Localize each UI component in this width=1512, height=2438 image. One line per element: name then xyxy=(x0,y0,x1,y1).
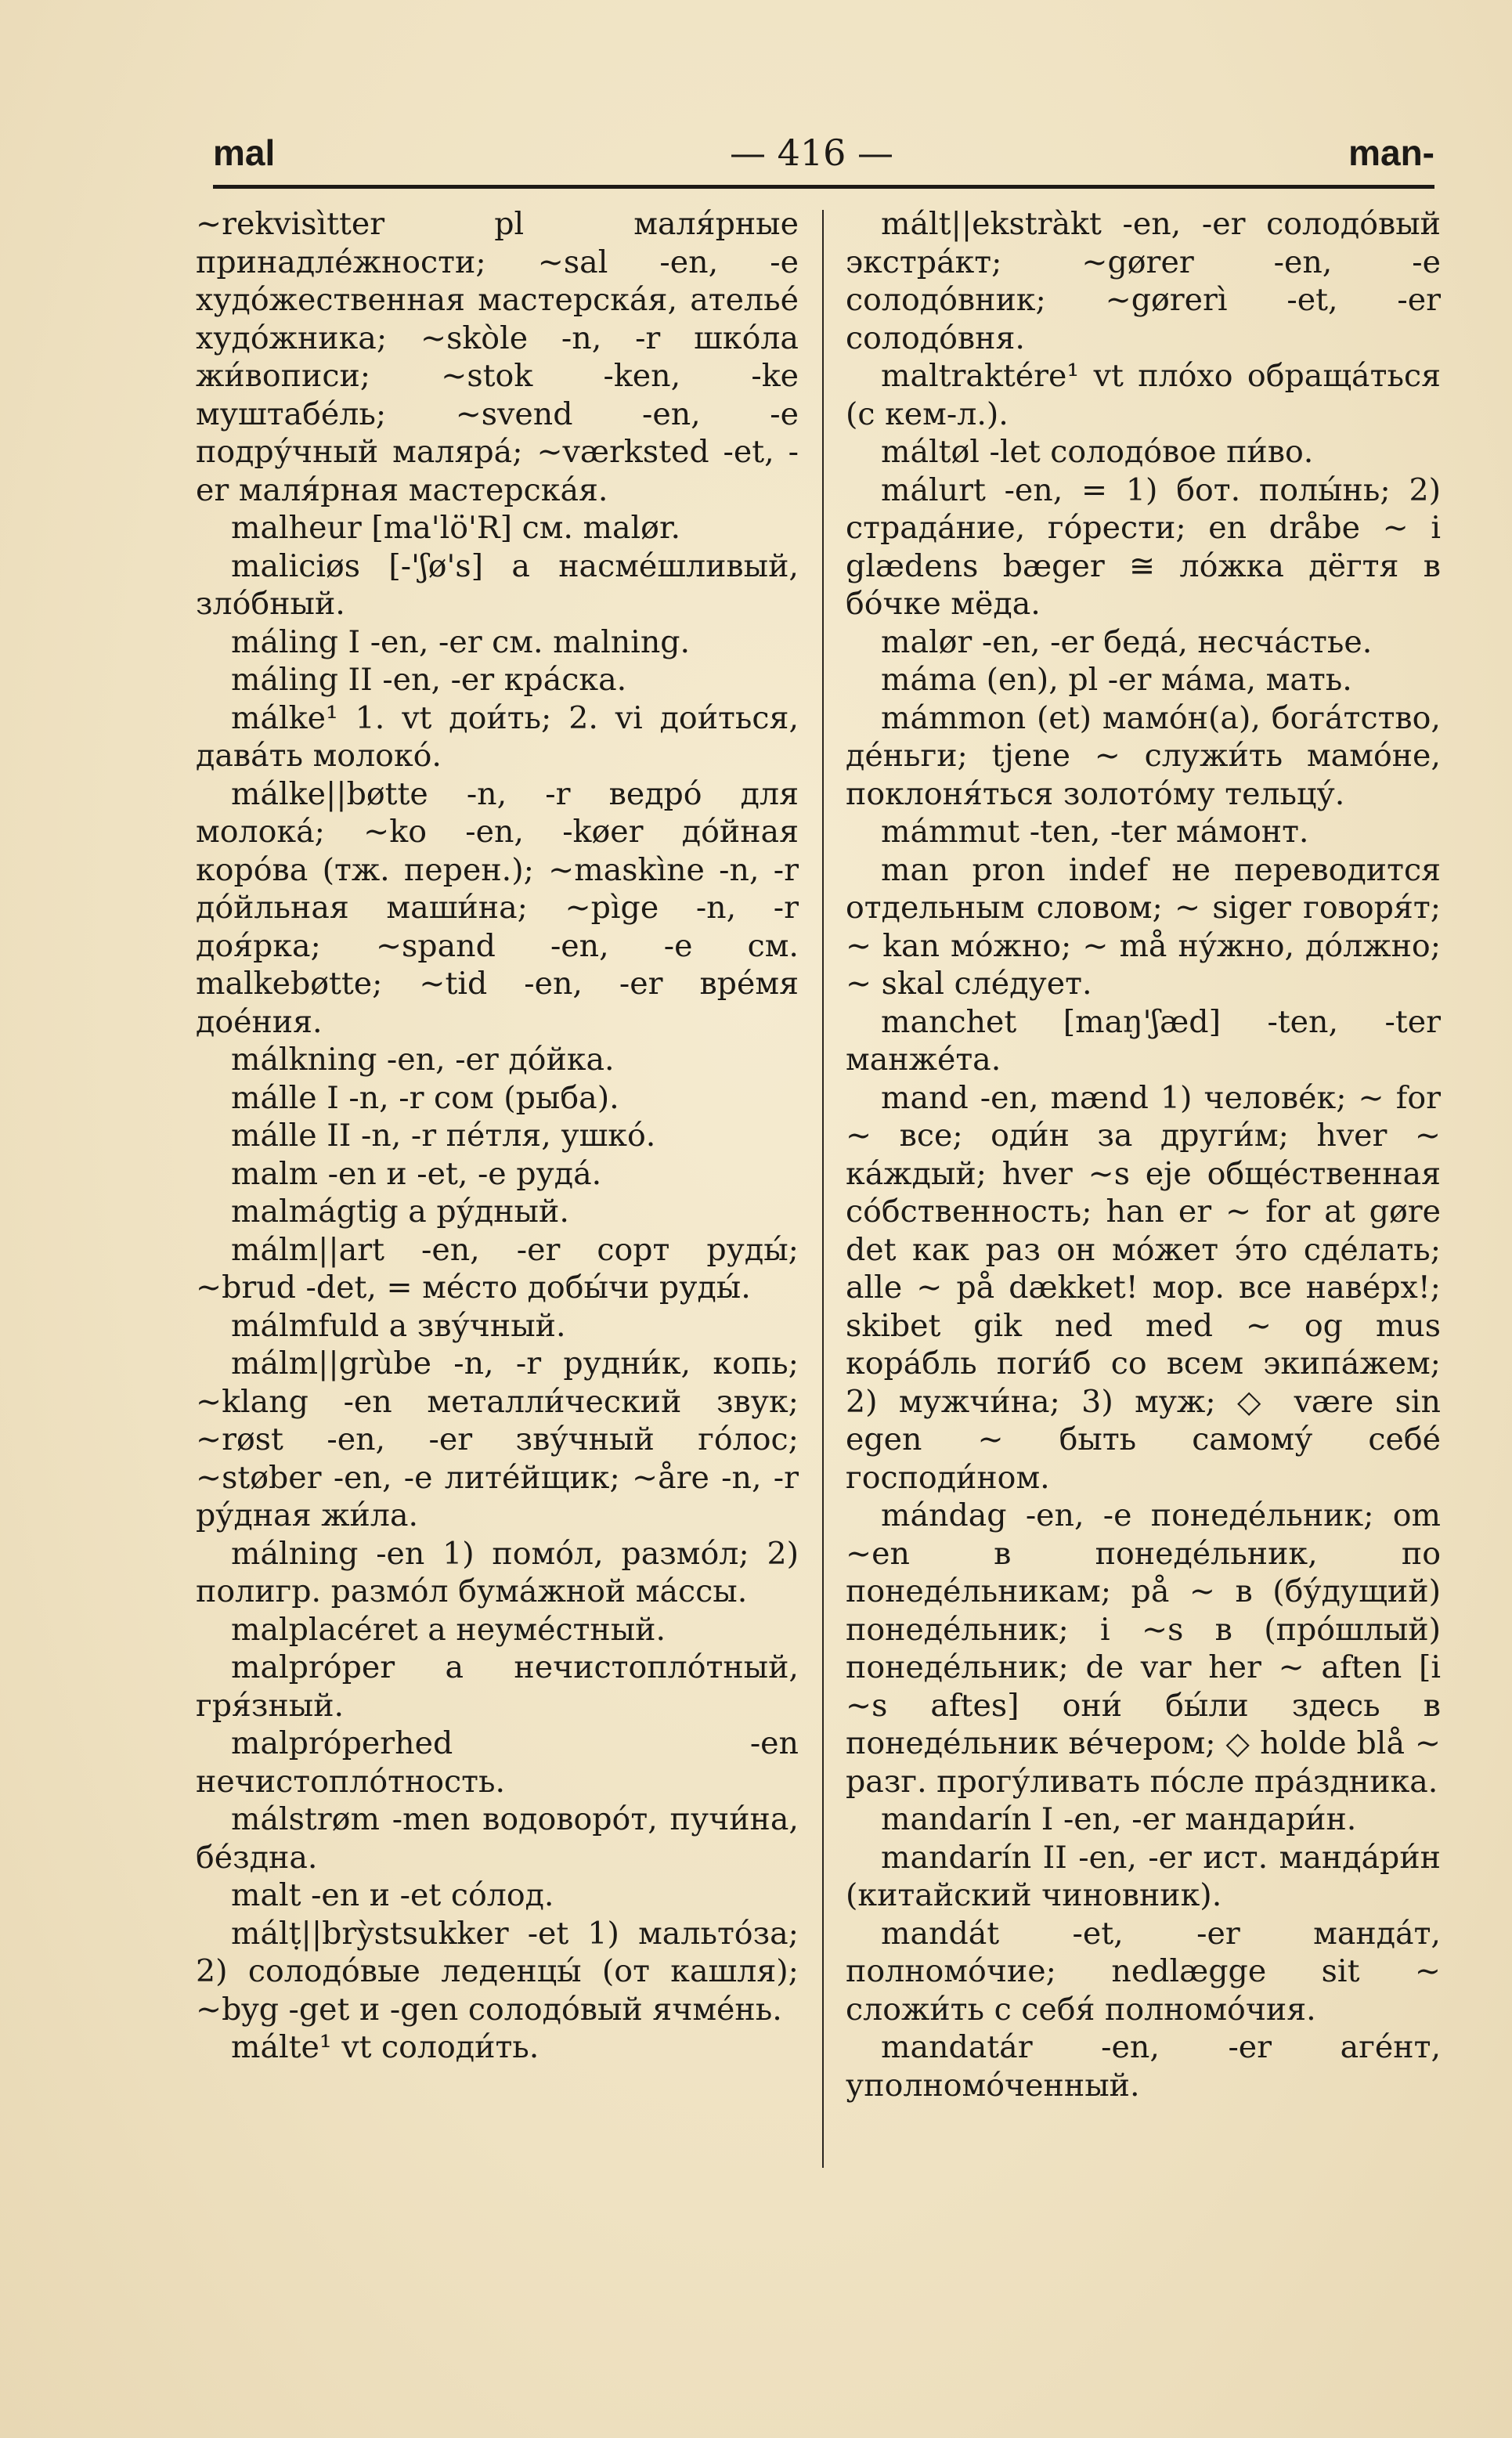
dictionary-entry: mandarín I -en, -er мандари́н. xyxy=(881,1801,1357,1837)
dictionary-entry: man pron indef не переводится отдельным словом; ~ siger говоря́т; ~ kan мо́жно; ~ må ну́жно, до́лжно; ~ skal сле́дует. xyxy=(846,851,1441,1002)
page-header xyxy=(213,132,1434,186)
dictionary-entry: málning -en 1) помо́л, размо́л; 2) полигр. размо́л бума́жной ма́ссы. xyxy=(196,1535,799,1609)
column-divider xyxy=(822,210,824,2168)
dictionary-entry: mándag -en, -e понеде́льник; om ~en в понеде́льник, по понеде́льникам; på ~ в (бу́дущий) понеде́льник; i ~s в (про́шлый) понеде́льник; de var her ~ aften [i ~s aftes] они́ бы́ли здесь в понеде́льник ве́чером; ◇ holde blå ~ разг. прогу́ливать по́сле пра́здника. xyxy=(846,1497,1441,1800)
dictionary-entry: manchet [maŋ'ʃæd] -ten, -ter манже́та. xyxy=(846,1003,1441,1078)
dictionary-entry: malpróperhed -en нечистопло́тность. xyxy=(196,1725,799,1800)
left-column xyxy=(196,205,799,2067)
dictionary-entry: málle II -n, -r пе́тля, ушко́. xyxy=(231,1118,656,1154)
dictionary-entry: mámmut -ten, -ter ма́монт. xyxy=(881,814,1309,850)
header-rule xyxy=(213,185,1434,189)
dictionary-entry: malmágtig a ру́дный. xyxy=(231,1194,569,1230)
dictionary-entry: mandatár -en, -er аге́нт, уполномо́ченный. xyxy=(846,2029,1441,2104)
dictionary-entry: maliciøs [-'ʃø's] a насме́шливый, зло́бный. xyxy=(196,547,799,622)
dictionary-entry: máling I -en, -er см. malning. xyxy=(231,623,691,660)
dictionary-entry: málṭ||brỳstsukker -et 1) мальто́за; 2) солодо́вые леденцы́ (от кашля); ~byg -get и -gen солодо́вый ячме́нь. xyxy=(196,1915,799,2028)
dictionary-entry: mand -en, mænd 1) челове́к; ~ for ~ все; оди́н за други́м; hver ~ ка́ждый; hver ~s eje обще́ственная со́бственность; han er ~ for at gøre det как раз он мо́жет э́то сде́лать; alle ~ på dækket! мор. все наве́рх!; skibet gik ned med ~ og mus кора́бль поги́б со всем экипа́жем; 2) мужчи́на; 3) муж; ◇ være sin egen ~ быть самому́ себе́ господи́ном. xyxy=(846,1079,1441,1496)
dictionary-entry: mámmon (et) мамо́н(а), бога́тство, де́ньги; tjene ~ служи́ть мамо́не, поклоня́ться золото́му тельцу́. xyxy=(846,699,1441,812)
dictionary-entry: málle I -n, -r сом (рыба). xyxy=(231,1079,619,1116)
dictionary-entry: maltraktére¹ vt пло́хо обраща́ться (с кем-л.). xyxy=(846,358,1441,432)
right-column xyxy=(846,205,1441,2104)
dictionary-entry: málke||bøtte -n, -r ведро́ для молока́; ~ko -en, -køer до́йная коро́ва (тж. перен.); ~maskìne -n, -r до́йльная маши́на; ~pìge -n, -r доя́рка; ~spand -en, -e см. malkebøtte; ~tid -en, -er вре́мя дое́ния. xyxy=(196,775,799,1040)
dictionary-entry: málurt -en, = 1) бот. полы́нь; 2) страда́ние, го́рести; en dråbe ~ i glædens bæger ≅ ло́жка дёгтя в бо́чке мёда. xyxy=(846,471,1441,622)
header-last-word: man- xyxy=(1348,132,1434,173)
dictionary-entry: malpróper a нечистопло́тный, гря́зный. xyxy=(196,1649,799,1724)
dictionary-entry: malheur [ma'lö'R] см. malør. xyxy=(231,510,681,546)
dictionary-entry: ~rekvisìtter pl маля́рные принадле́жности; ~sal -en, -e худо́жественная мастерска́я, ателье́ худо́жника; ~skòle -n, -r шко́ла жи́вописи; ~stok -ken, -ke муштабе́ль; ~svend -en, -e подру́чный маляра́; ~værksted -et, -er маля́рная мастерска́я. xyxy=(196,206,799,508)
dictionary-entry: mált||ekstràkt -en, -er солодо́вый экстра́кт; ~gører -en, -e солодо́вник; ~gørerì -et, -er солодо́вня. xyxy=(846,206,1441,356)
dictionary-entry: malt -en и -et со́лод. xyxy=(231,1877,554,1913)
page-number: — 416 — xyxy=(730,132,894,174)
dictionary-entry: málte¹ vt солоди́ть. xyxy=(231,2029,539,2065)
dictionary-entry: málkning -en, -er до́йка. xyxy=(231,1042,615,1078)
dictionary-entry: málstrøm -men водоворо́т, пучи́на, бе́здна. xyxy=(196,1801,799,1876)
dictionary-entry: málm||grùbe -n, -r рудни́к, копь; ~klang -en металли́ческий звук; ~røst -en, -er зву́чный го́лос; ~støber -en, -e лите́йщик; ~åre -n, -r ру́дная жи́ла. xyxy=(196,1345,799,1533)
dictionary-entry: mandát -et, -er манда́т, полномо́чие; nedlægge sit ~ сложи́ть с себя́ полномо́чия. xyxy=(846,1915,1441,2028)
dictionary-entry: malm -en и -et, -e руда́. xyxy=(231,1155,602,1192)
dictionary-entry: máling II -en, -er кра́ска. xyxy=(231,662,627,698)
dictionary-entry: malør -en, -er беда́, несча́стье. xyxy=(881,623,1373,660)
dictionary-entry: mandarín II -en, -er ист. манда́ри́н (китайский чиновник). xyxy=(846,1839,1441,1913)
dictionary-entry: máma (en), pl -er ма́ма, мать. xyxy=(881,662,1352,698)
dictionary-entry: málm||art -en, -er сорт руды́; ~brud -det, = ме́сто добы́чи руды́. xyxy=(196,1231,799,1306)
dictionary-entry: máltøl -let солодо́вое пи́во. xyxy=(881,434,1314,470)
dictionary-entry: malplacéret a неуме́стный. xyxy=(231,1611,666,1648)
dictionary-entry: málke¹ 1. vt дои́ть; 2. vi дои́ться, дава́ть молоко́. xyxy=(196,699,799,774)
dictionary-entry: málmfuld a зву́чный. xyxy=(231,1307,566,1344)
header-first-word: mal xyxy=(213,132,276,173)
